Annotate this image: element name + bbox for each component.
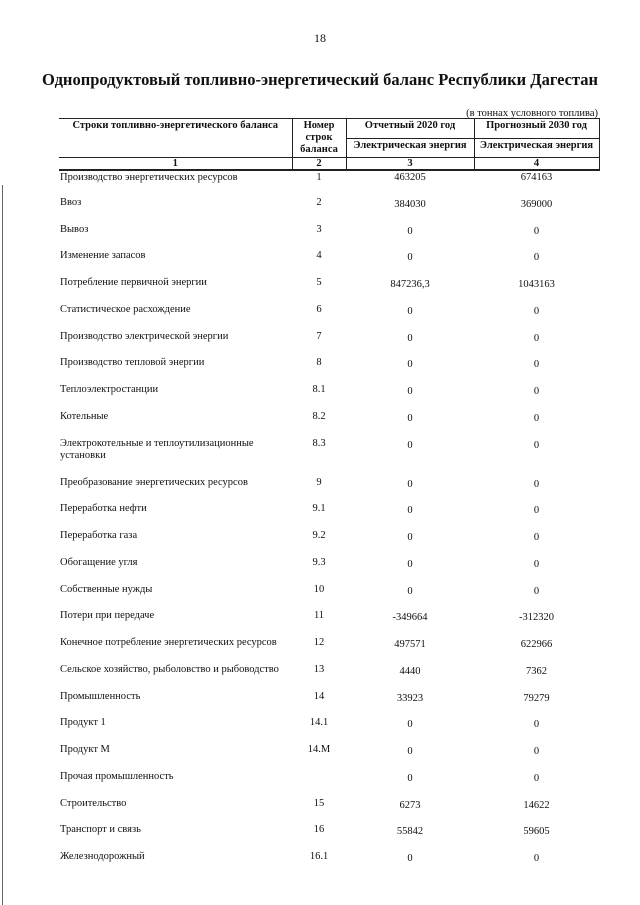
table-row — [59, 637, 599, 664]
value-2030: 1043163 — [518, 279, 555, 290]
value-2030: 0 — [533, 746, 540, 757]
row-number: 9 — [316, 476, 322, 488]
value-2020: 0 — [407, 585, 413, 597]
row-name: Производство тепловой энергии — [60, 357, 205, 369]
value-2020: 0 — [407, 439, 413, 451]
value-2020: 6273 — [399, 799, 421, 811]
header-row-number: Номер строк баланса — [292, 119, 346, 158]
table-row — [59, 771, 599, 798]
value-2020: 0 — [407, 558, 413, 570]
row-number: 12 — [313, 637, 325, 648]
row-number: 10 — [313, 583, 325, 595]
table-row — [59, 331, 599, 358]
column-index-1: 1 — [59, 158, 292, 171]
value-2030: 0 — [533, 439, 540, 451]
row-name: Конечное потребление энергетических ресурсов — [60, 637, 277, 648]
row-number: 15 — [313, 797, 325, 809]
table-row — [59, 304, 599, 331]
row-name: Продукт М — [60, 744, 110, 755]
row-number: 11 — [313, 610, 325, 622]
value-2020: 0 — [407, 505, 413, 517]
value-2030: 0 — [533, 412, 540, 424]
table-row — [59, 717, 599, 744]
value-2020: 33923 — [396, 692, 424, 704]
row-name: Потери при передаче — [60, 610, 155, 622]
value-2030: 0 — [533, 719, 540, 731]
scan-edge-line — [2, 185, 3, 905]
row-name: Потребление первичной энергии — [60, 277, 207, 288]
value-2020: 4440 — [399, 665, 421, 677]
row-name: Прочая промышленность — [60, 770, 174, 782]
row-name: Изменение запасов — [60, 250, 146, 262]
row-name: Продукт 1 — [60, 717, 106, 729]
table-row — [59, 277, 599, 304]
value-2030: 674163 — [520, 172, 553, 183]
value-2030: 0 — [533, 772, 540, 784]
table-header — [59, 119, 599, 171]
row-name: Котельные — [60, 410, 109, 422]
value-2030: 0 — [533, 305, 540, 317]
value-2020: 384030 — [394, 198, 426, 210]
row-number: 8.1 — [312, 384, 326, 395]
row-number: 16.1 — [309, 851, 329, 862]
table-row — [59, 664, 599, 691]
header-2030: Прогнозный 2030 год — [474, 119, 599, 139]
row-number: 1 — [316, 172, 322, 183]
row-name: Железнодорожный — [60, 851, 145, 862]
column-index-4: 4 — [474, 158, 599, 171]
row-number: 3 — [316, 223, 322, 235]
table-row — [59, 691, 599, 718]
value-2030: 0 — [533, 252, 540, 264]
table-row — [59, 170, 599, 197]
value-2030: -312320 — [519, 612, 554, 624]
table-row — [59, 503, 599, 530]
value-2030: 0 — [533, 225, 540, 237]
value-2020: 0 — [407, 386, 413, 397]
table-row — [59, 438, 599, 477]
value-2020: 0 — [407, 359, 413, 371]
value-2030: 0 — [533, 478, 540, 490]
table-row — [59, 411, 599, 438]
value-2030: 0 — [533, 853, 540, 864]
table-body — [59, 170, 599, 878]
value-2020: 0 — [407, 478, 413, 490]
value-2030: 79279 — [523, 692, 550, 704]
value-2020: 55842 — [396, 826, 424, 838]
row-name: Теплоэлектростанции — [60, 384, 159, 395]
table-row — [59, 824, 599, 851]
table-row — [59, 530, 599, 557]
header-2020: Отчетный 2020 год — [346, 119, 474, 139]
table-row — [59, 798, 599, 825]
row-name: Электрокотельные и теплоутилизационные установки — [60, 437, 254, 461]
header-row-names: Строки топливно-энергетического баланса — [59, 119, 292, 158]
value-2030: 0 — [533, 386, 540, 397]
row-number: 4 — [316, 250, 322, 262]
value-2020: -349664 — [392, 612, 428, 624]
table-row — [59, 197, 599, 224]
row-number: 2 — [316, 196, 322, 208]
value-2030: 0 — [533, 585, 540, 597]
row-name: Переработка газа — [60, 530, 138, 541]
row-number — [292, 771, 346, 798]
row-name: Собственные нужды — [60, 583, 153, 595]
value-2030: 14622 — [523, 799, 550, 811]
value-2020: 0 — [407, 305, 413, 317]
table-row — [59, 584, 599, 611]
table-row — [59, 384, 599, 411]
value-2020: 0 — [407, 853, 413, 864]
value-2030: 0 — [533, 558, 540, 570]
value-2020: 497571 — [394, 639, 426, 650]
value-2020: 0 — [407, 252, 413, 264]
row-name: Производство электрической энергии — [60, 330, 229, 342]
value-2030: 369000 — [520, 198, 553, 210]
table-row — [59, 224, 599, 251]
document-title: Однопродуктовый топливно-энергетический баланс Республики Дагестан — [41, 70, 599, 89]
row-name: Обогащение угля — [60, 556, 138, 568]
value-2030: 0 — [533, 359, 540, 371]
row-number: 14.1 — [309, 717, 329, 729]
row-number: 14 — [313, 690, 325, 702]
row-name: Транспорт и связь — [60, 824, 141, 836]
value-2020: 0 — [407, 332, 413, 344]
row-number: 9.1 — [312, 503, 326, 515]
row-name: Сельское хозяйство, рыболовство и рыбоводство — [60, 663, 279, 675]
value-2030: 0 — [533, 332, 540, 344]
page-number: 18 — [314, 31, 326, 45]
value-2030: 7362 — [526, 665, 547, 677]
value-2020: 0 — [407, 532, 413, 543]
table-row — [59, 250, 599, 277]
row-number: 13 — [313, 663, 325, 675]
table-row — [59, 357, 599, 384]
row-number: 16 — [313, 824, 325, 836]
units-note: (в тоннах условного топлива) — [466, 108, 598, 119]
value-2020: 463205 — [394, 172, 426, 183]
value-2020: 0 — [407, 746, 413, 757]
row-number: 8.3 — [312, 437, 326, 449]
row-name: Производство энергетических ресурсов — [60, 172, 238, 183]
row-number: 8.2 — [312, 410, 326, 422]
table-row — [59, 744, 599, 771]
table-row — [59, 477, 599, 504]
row-number: 5 — [316, 277, 322, 288]
row-number: 9.3 — [312, 556, 326, 568]
table-row — [59, 557, 599, 584]
value-2020: 0 — [407, 772, 413, 784]
row-number: 14.М — [307, 744, 331, 755]
row-name: Промышленность — [60, 690, 141, 702]
value-2020: 0 — [407, 412, 413, 424]
value-2020: 0 — [407, 719, 413, 731]
row-number: 9.2 — [312, 530, 326, 541]
row-name: Статистическое расхождение — [60, 303, 191, 315]
row-name: Строительство — [60, 797, 127, 809]
value-2030: 622966 — [520, 639, 553, 650]
subheader-2020: Электрическая энергия — [346, 139, 474, 158]
column-index-2: 2 — [292, 158, 346, 171]
row-number: 8 — [316, 357, 322, 369]
value-2030: 0 — [533, 532, 540, 543]
balance-table — [59, 118, 600, 878]
row-number: 6 — [316, 303, 322, 315]
value-2030: 0 — [533, 505, 540, 517]
row-name: Ввоз — [60, 196, 82, 208]
row-number: 7 — [316, 330, 322, 342]
row-name: Переработка нефти — [60, 503, 147, 515]
row-name: Преобразование энергетических ресурсов — [60, 476, 248, 488]
table-row — [59, 610, 599, 637]
column-index-3: 3 — [346, 158, 474, 171]
value-2020: 0 — [407, 225, 413, 237]
row-name: Вывоз — [60, 223, 89, 235]
value-2030: 59605 — [523, 826, 550, 838]
subheader-2030: Электрическая энергия — [474, 139, 599, 158]
table-row — [59, 851, 599, 878]
value-2020: 847236,3 — [390, 279, 430, 290]
